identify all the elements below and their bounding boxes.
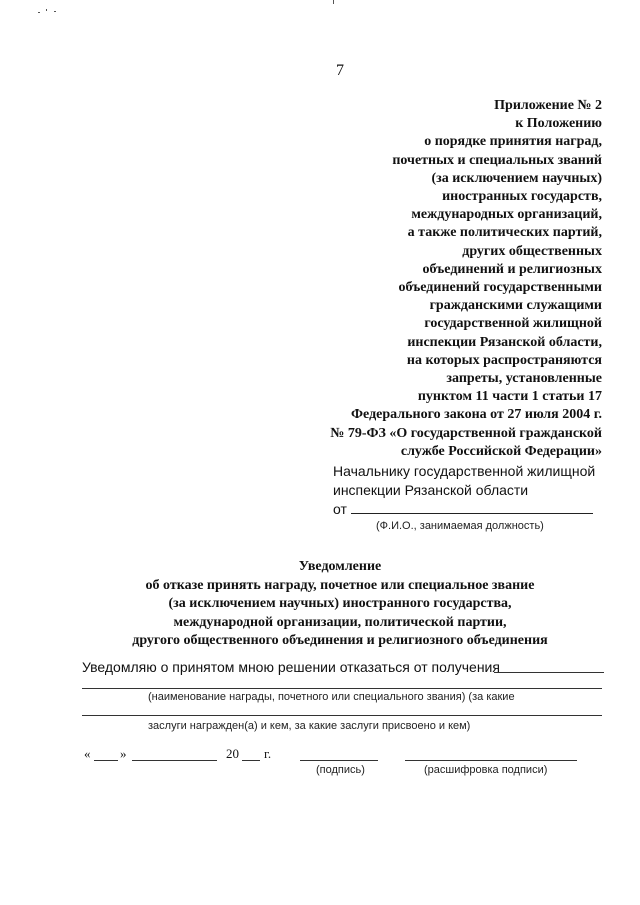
addressee-line: Начальнику государственной жилищной <box>333 463 596 479</box>
award-hint-2: заслуги награжден(а) и кем, за какие заслуги присвоено и кем) <box>148 720 471 732</box>
scan-speck <box>54 11 56 12</box>
appendix-line: гражданскими служащими <box>429 298 602 314</box>
addressee-line: инспекции Рязанской области <box>333 482 529 498</box>
title-line: об отказе принять награду, почетное или специальное звание <box>145 577 535 593</box>
award-input-3[interactable] <box>82 715 602 716</box>
title-line: (за исключением научных) иностранного государства, <box>168 596 512 611</box>
appendix-line: государственной жилищной <box>424 316 602 332</box>
appendix-line: других общественных <box>462 243 602 259</box>
from-line <box>333 500 613 519</box>
award-hint-1: (наименование награды, почетного или специального звания) (за какие <box>148 691 515 703</box>
signature-decode-hint: (расшифровка подписи) <box>424 764 548 776</box>
scan-speck <box>46 9 47 11</box>
appendix-line: международных организаций, <box>411 207 602 223</box>
day-input[interactable] <box>94 760 118 761</box>
appendix-line: запреты, установленные <box>446 371 602 387</box>
appendix-line: Федерального закона от 27 июля 2004 г. <box>351 407 602 423</box>
from-label: от <box>333 501 347 517</box>
notice-title <box>60 558 620 651</box>
appendix-line: службе Российской Федерации» <box>400 443 602 459</box>
year-input[interactable] <box>242 760 260 761</box>
appendix-line: пунктом 11 части 1 статьи 17 <box>417 389 602 405</box>
title-line: международной организации, политической партии, <box>173 614 507 630</box>
appendix-line: а также политических партий, <box>407 225 602 241</box>
appendix-line: на которых распространяются <box>406 352 602 368</box>
appendix-line: о порядке принятия наград, <box>424 134 602 150</box>
date-open-quote: « <box>84 746 91 761</box>
date-close-quote: » <box>120 746 127 761</box>
award-input-2[interactable] <box>82 688 602 689</box>
scan-speck <box>333 0 334 4</box>
from-hint: (Ф.И.О., занимаемая должность) <box>376 520 544 532</box>
award-input-1[interactable] <box>494 672 604 673</box>
appendix-line: объединений государственными <box>398 280 602 296</box>
appendix-line: инспекции Рязанской области, <box>407 334 602 350</box>
appendix-line: к Положению <box>515 116 602 132</box>
signature-decode-input[interactable] <box>405 760 577 761</box>
year-prefix: 20 <box>226 746 239 761</box>
appendix-line: объединений и религиозных <box>422 261 602 277</box>
appendix-line: № 79-ФЗ «О государственной гражданской <box>330 425 602 441</box>
scan-speck <box>38 12 40 13</box>
signature-input[interactable] <box>300 760 378 761</box>
appendix-line: почетных и специальных званий <box>392 152 602 168</box>
notice-text: Уведомляю о принятом мною решении отказаться от получения <box>82 659 500 675</box>
page-number: 7 <box>336 62 344 79</box>
appendix-line: (за исключением научных) <box>431 170 602 186</box>
appendix-header <box>242 97 602 461</box>
from-input[interactable] <box>351 501 593 514</box>
title-line: Уведомление <box>298 559 382 574</box>
month-input[interactable] <box>132 760 217 761</box>
addressee-block <box>333 462 613 519</box>
signature-hint: (подпись) <box>316 764 365 776</box>
year-suffix: г. <box>264 746 272 761</box>
title-line: другого общественного объединения и религиозного объединения <box>132 633 548 648</box>
appendix-line: Приложение № 2 <box>494 98 602 113</box>
appendix-line: иностранных государств, <box>442 189 602 205</box>
